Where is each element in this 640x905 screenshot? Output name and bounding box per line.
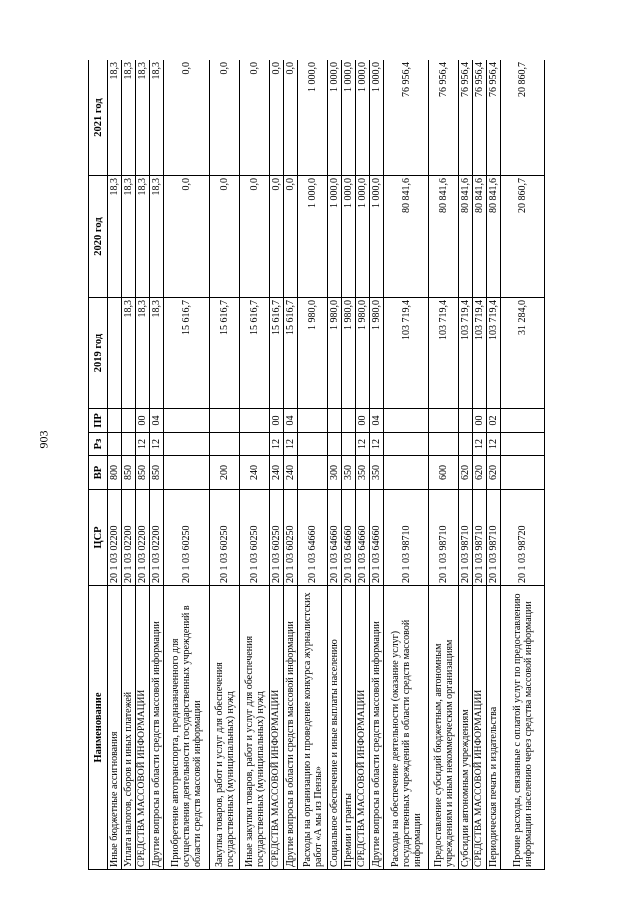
- cell-2020: 80 841,6: [487, 176, 501, 298]
- cell-rz: 12: [136, 433, 150, 456]
- cell-rz: 12: [473, 433, 487, 456]
- cell-2021: 1 000,0: [370, 60, 384, 176]
- cell-2019: 103 719,4: [429, 298, 459, 409]
- cell-2019: 15 616,7: [164, 298, 210, 409]
- table-row: [136, 60, 150, 870]
- cell-2019: 1 980,0: [356, 298, 370, 409]
- cell-vr: 850: [150, 456, 164, 490]
- cell-rz: [108, 433, 122, 456]
- cell-2021: 1 000,0: [298, 60, 328, 176]
- cell-2020: 18,3: [150, 176, 164, 298]
- cell-name: Другие вопросы в области средств массовой информации: [150, 586, 164, 870]
- cell-name: Премии и гранты: [342, 586, 356, 870]
- cell-csr: 20 1 03 98720: [501, 490, 545, 586]
- header-2019: 2019 год: [89, 298, 108, 409]
- cell-csr: 20 1 03 98710: [487, 490, 501, 586]
- cell-rz: [240, 433, 270, 456]
- cell-name: Другие вопросы в области средств массовой информации: [370, 586, 384, 870]
- table-row: [356, 60, 370, 870]
- table-row: [150, 60, 164, 870]
- cell-2020: 20 860,7: [501, 176, 545, 298]
- cell-2019: 1 980,0: [328, 298, 342, 409]
- cell-csr: 20 1 03 64660: [342, 490, 356, 586]
- table-row: [370, 60, 384, 870]
- table-row: [108, 60, 122, 870]
- cell-name: Расходы на обеспечение деятельности (оказание услуг) государственных учреждений в области средств массовой информации: [384, 586, 429, 870]
- table-row: [284, 60, 298, 870]
- cell-vr: [501, 456, 545, 490]
- table-row: [298, 60, 328, 870]
- cell-pr: [384, 409, 429, 433]
- table-row: [429, 60, 459, 870]
- cell-pr: 04: [370, 409, 384, 433]
- cell-2020: 1 000,0: [370, 176, 384, 298]
- cell-2021: 0,0: [240, 60, 270, 176]
- cell-vr: 240: [270, 456, 284, 490]
- header-2021: 2021 год: [89, 60, 108, 176]
- cell-pr: [429, 409, 459, 433]
- cell-csr: 20 1 03 64660: [298, 490, 328, 586]
- cell-vr: [384, 456, 429, 490]
- cell-rz: [342, 433, 356, 456]
- cell-pr: [108, 409, 122, 433]
- cell-csr: 20 1 03 60250: [284, 490, 298, 586]
- table-header-row: [89, 60, 108, 870]
- cell-2021: 0,0: [284, 60, 298, 176]
- cell-rz: [459, 433, 473, 456]
- cell-pr: [298, 409, 328, 433]
- cell-rz: [122, 433, 136, 456]
- cell-pr: 00: [270, 409, 284, 433]
- cell-pr: [459, 409, 473, 433]
- cell-name: Другие вопросы в области средств массовой информации: [284, 586, 298, 870]
- cell-2020: 1 000,0: [356, 176, 370, 298]
- cell-2021: 76 956,4: [459, 60, 473, 176]
- cell-pr: [501, 409, 545, 433]
- cell-2021: 18,3: [108, 60, 122, 176]
- cell-csr: 20 1 03 98710: [459, 490, 473, 586]
- cell-2020: 0,0: [270, 176, 284, 298]
- cell-2020: 0,0: [240, 176, 270, 298]
- cell-rz: [501, 433, 545, 456]
- cell-2019: 103 719,4: [487, 298, 501, 409]
- cell-csr: 20 1 03 98710: [384, 490, 429, 586]
- cell-2019: 15 616,7: [270, 298, 284, 409]
- cell-vr: 200: [210, 456, 240, 490]
- table-row: [122, 60, 136, 870]
- cell-2020: 1 000,0: [298, 176, 328, 298]
- cell-csr: 20 1 03 64660: [328, 490, 342, 586]
- cell-2020: 80 841,6: [429, 176, 459, 298]
- cell-name: Иные бюджетные ассигнования: [108, 586, 122, 870]
- cell-vr: [298, 456, 328, 490]
- cell-vr: 850: [122, 456, 136, 490]
- header-name: Наименование: [89, 586, 108, 870]
- cell-rz: [429, 433, 459, 456]
- cell-2019: 15 616,7: [284, 298, 298, 409]
- cell-csr: 20 1 03 02200: [122, 490, 136, 586]
- cell-2021: 76 956,4: [384, 60, 429, 176]
- cell-2019: 18,3: [150, 298, 164, 409]
- cell-csr: 20 1 03 02200: [150, 490, 164, 586]
- cell-csr: 20 1 03 02200: [108, 490, 122, 586]
- cell-rz: 12: [284, 433, 298, 456]
- cell-vr: 620: [487, 456, 501, 490]
- cell-pr: 00: [473, 409, 487, 433]
- cell-vr: 600: [429, 456, 459, 490]
- cell-2021: 1 000,0: [356, 60, 370, 176]
- cell-2019: 1 980,0: [370, 298, 384, 409]
- cell-vr: [164, 456, 210, 490]
- cell-2020: 0,0: [210, 176, 240, 298]
- cell-rz: 12: [370, 433, 384, 456]
- cell-name: Прочие расходы, связанные с оплатой услуг по предоставлению информации населению через средства массовой информации: [501, 586, 545, 870]
- cell-2019: [108, 298, 122, 409]
- cell-name: СРЕДСТВА МАССОВОЙ ИНФОРМАЦИИ: [270, 586, 284, 870]
- header-pr: ПР: [89, 409, 108, 433]
- cell-2021: 18,3: [150, 60, 164, 176]
- cell-name: Уплата налогов, сборов и иных платежей: [122, 586, 136, 870]
- cell-vr: 350: [356, 456, 370, 490]
- cell-name: Иные закупки товаров, работ и услуг для обеспечения государственных (муниципальных) нужд: [240, 586, 270, 870]
- cell-2020: 1 000,0: [328, 176, 342, 298]
- cell-2020: 80 841,6: [384, 176, 429, 298]
- header-2020: 2020 год: [89, 176, 108, 298]
- cell-2019: 18,3: [122, 298, 136, 409]
- table-row: [473, 60, 487, 870]
- budget-table-wrapper: [88, 60, 549, 870]
- header-csr: ЦСР: [89, 490, 108, 586]
- cell-2021: 1 000,0: [328, 60, 342, 176]
- header-vr: ВР: [89, 456, 108, 490]
- cell-rz: 12: [487, 433, 501, 456]
- cell-2021: 0,0: [270, 60, 284, 176]
- cell-2019: 1 980,0: [298, 298, 328, 409]
- cell-pr: 00: [356, 409, 370, 433]
- cell-2019: 1 980,0: [342, 298, 356, 409]
- cell-vr: 240: [240, 456, 270, 490]
- cell-pr: [210, 409, 240, 433]
- cell-2019: 15 616,7: [210, 298, 240, 409]
- cell-2020: 80 841,6: [473, 176, 487, 298]
- cell-rz: 12: [270, 433, 284, 456]
- cell-name: Приобретение автотранспорта, предназначенного для осуществления деятельности государственных учреждений в области средств массовой информации: [164, 586, 210, 870]
- cell-rz: [384, 433, 429, 456]
- cell-name: СРЕДСТВА МАССОВОЙ ИНФОРМАЦИИ: [356, 586, 370, 870]
- table-row: [342, 60, 356, 870]
- cell-2020: 1 000,0: [342, 176, 356, 298]
- table-row: [501, 60, 545, 870]
- table-row: [384, 60, 429, 870]
- cell-2019: 103 719,4: [384, 298, 429, 409]
- cell-name: Субсидии автономным учреждениям: [459, 586, 473, 870]
- cell-2020: 18,3: [122, 176, 136, 298]
- cell-pr: [164, 409, 210, 433]
- cell-2020: 0,0: [284, 176, 298, 298]
- cell-2020: 80 841,6: [459, 176, 473, 298]
- cell-csr: 20 1 03 98710: [429, 490, 459, 586]
- table-row: [240, 60, 270, 870]
- cell-name: Закупка товаров, работ и услуг для обеспечения государственных (муниципальных) нужд: [210, 586, 240, 870]
- cell-rz: 12: [150, 433, 164, 456]
- cell-csr: 20 1 03 02200: [136, 490, 150, 586]
- cell-pr: 02: [487, 409, 501, 433]
- cell-name: Расходы на организацию и проведение конкурса журналистских работ «А мы из Пензы»: [298, 586, 328, 870]
- cell-csr: 20 1 03 60250: [210, 490, 240, 586]
- cell-2019: 103 719,4: [459, 298, 473, 409]
- cell-2021: 1 000,0: [342, 60, 356, 176]
- cell-name: Предоставление субсидий бюджетным, автономным учреждениям и иным некоммерческим организациям: [429, 586, 459, 870]
- cell-rz: [164, 433, 210, 456]
- cell-2019: 31 284,0: [501, 298, 545, 409]
- cell-pr: [328, 409, 342, 433]
- cell-vr: 620: [473, 456, 487, 490]
- cell-2019: 15 616,7: [240, 298, 270, 409]
- cell-2021: 18,3: [122, 60, 136, 176]
- table-row: [459, 60, 473, 870]
- cell-vr: 620: [459, 456, 473, 490]
- cell-name: СРЕДСТВА МАССОВОЙ ИНФОРМАЦИИ: [136, 586, 150, 870]
- cell-pr: 04: [150, 409, 164, 433]
- cell-2021: 76 956,4: [473, 60, 487, 176]
- table-row: [487, 60, 501, 870]
- page-number: 903: [36, 430, 51, 449]
- table-row: [270, 60, 284, 870]
- table-body: [108, 60, 545, 870]
- cell-pr: 04: [284, 409, 298, 433]
- cell-csr: 20 1 03 64660: [370, 490, 384, 586]
- table-row: [210, 60, 240, 870]
- cell-name: Периодическая печать и издательства: [487, 586, 501, 870]
- cell-pr: 00: [136, 409, 150, 433]
- cell-2019: 103 719,4: [473, 298, 487, 409]
- cell-csr: 20 1 03 60250: [270, 490, 284, 586]
- cell-pr: [240, 409, 270, 433]
- cell-rz: [210, 433, 240, 456]
- cell-csr: 20 1 03 60250: [240, 490, 270, 586]
- cell-2021: 76 956,4: [487, 60, 501, 176]
- cell-2021: 76 956,4: [429, 60, 459, 176]
- cell-name: СРЕДСТВА МАССОВОЙ ИНФОРМАЦИИ: [473, 586, 487, 870]
- cell-2021: 0,0: [164, 60, 210, 176]
- cell-vr: 850: [136, 456, 150, 490]
- cell-2021: 0,0: [210, 60, 240, 176]
- budget-table: [88, 60, 545, 870]
- header-rz: Рз: [89, 433, 108, 456]
- table-row: [328, 60, 342, 870]
- cell-csr: 20 1 03 60250: [164, 490, 210, 586]
- table-row: [164, 60, 210, 870]
- cell-2020: 18,3: [136, 176, 150, 298]
- cell-vr: 300: [328, 456, 342, 490]
- cell-rz: [298, 433, 328, 456]
- cell-vr: 350: [342, 456, 356, 490]
- cell-vr: 800: [108, 456, 122, 490]
- cell-rz: [328, 433, 342, 456]
- cell-2020: 0,0: [164, 176, 210, 298]
- cell-csr: 20 1 03 64660: [356, 490, 370, 586]
- cell-rz: 12: [356, 433, 370, 456]
- cell-2019: 18,3: [136, 298, 150, 409]
- cell-vr: 350: [370, 456, 384, 490]
- cell-pr: [342, 409, 356, 433]
- cell-2020: 18,3: [108, 176, 122, 298]
- cell-csr: 20 1 03 98710: [473, 490, 487, 586]
- cell-pr: [122, 409, 136, 433]
- cell-name: Социальное обеспечение и иные выплаты населению: [328, 586, 342, 870]
- cell-2021: 18,3: [136, 60, 150, 176]
- cell-vr: 240: [284, 456, 298, 490]
- cell-2021: 20 860,7: [501, 60, 545, 176]
